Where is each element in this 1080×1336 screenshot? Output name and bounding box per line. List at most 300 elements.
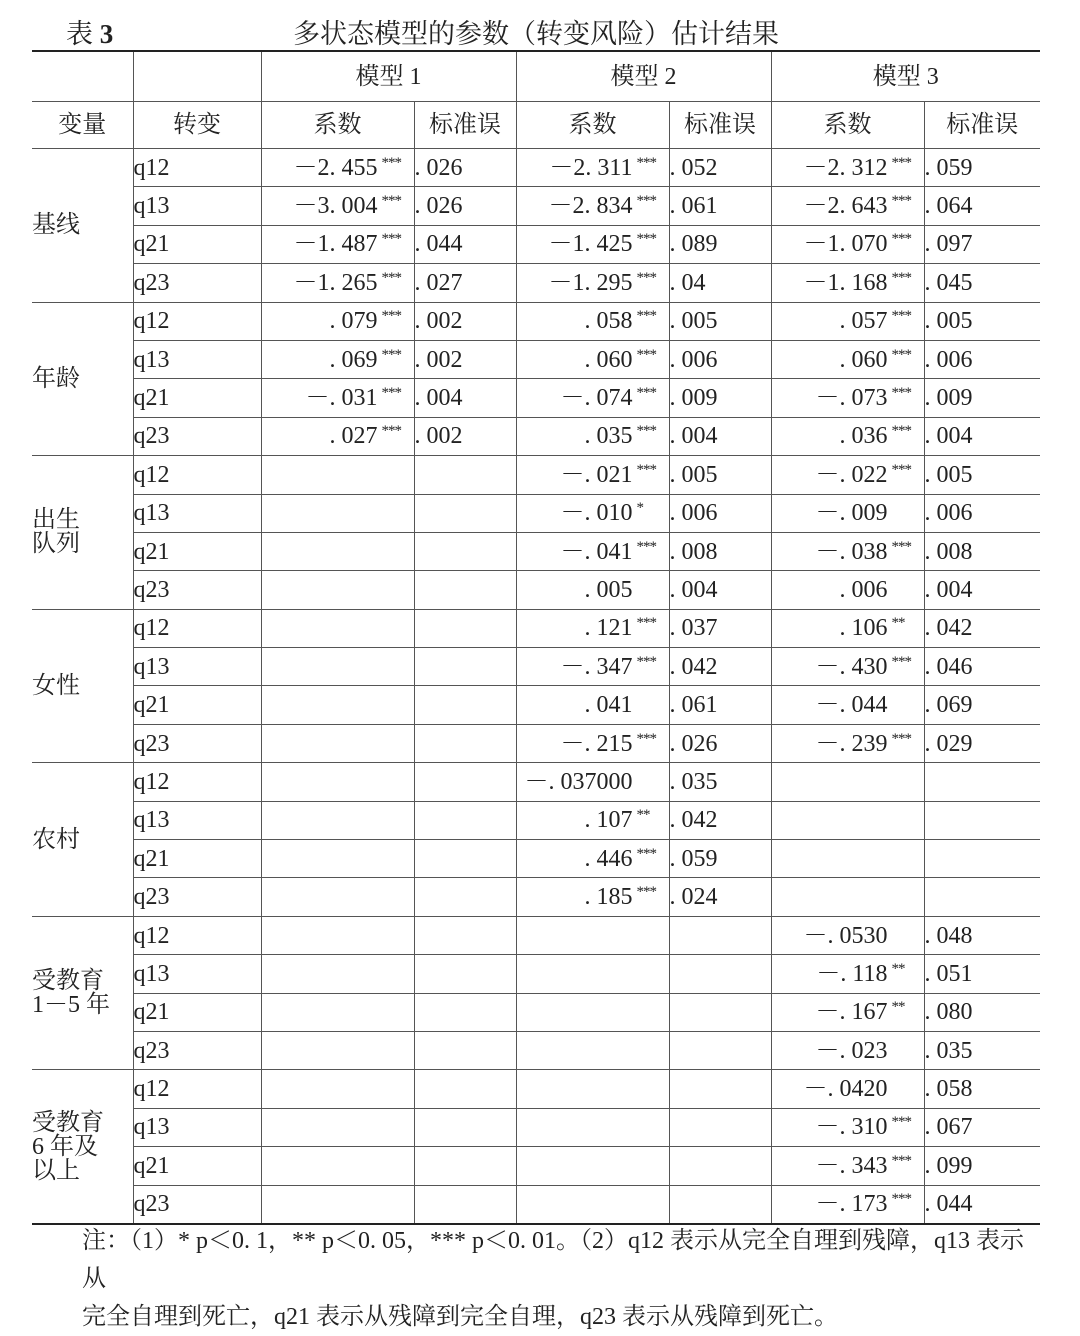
se-cell <box>414 609 516 647</box>
transition-cell: q23 <box>133 724 261 762</box>
variable-name-line: 基线 <box>32 212 80 239</box>
se-cell: . 035 <box>669 763 771 801</box>
se-cell: . 059 <box>924 149 1040 187</box>
coef-value: －. 041 <box>560 538 633 565</box>
se-cell: . 004 <box>924 417 1040 455</box>
significance-stars: *** <box>636 154 656 171</box>
coef-cell <box>516 187 669 225</box>
significance-stars: *** <box>636 385 656 402</box>
significance-stars: *** <box>636 423 656 440</box>
coef-cell <box>771 494 924 532</box>
transition-cell: q21 <box>133 1147 261 1185</box>
se-cell <box>414 916 516 954</box>
coef-cell <box>771 801 924 839</box>
coef-cell <box>261 187 414 225</box>
table-caption <box>32 10 1040 48</box>
coef-value: －2. 311 <box>549 154 633 181</box>
significance-stars: *** <box>636 730 656 747</box>
coef-cell <box>771 340 924 378</box>
se-cell: . 069 <box>924 686 1040 724</box>
transition-cell: q23 <box>133 878 261 916</box>
coef-cell <box>771 264 924 302</box>
se-cell <box>414 1031 516 1069</box>
table-row <box>32 225 1040 263</box>
se-header: 标准误 <box>669 102 771 149</box>
se-cell <box>414 993 516 1031</box>
se-cell <box>669 993 771 1031</box>
variable-name-line: 1－5 年 <box>32 992 110 1019</box>
blank-header-cell <box>133 51 261 102</box>
coef-value: －2. 312 <box>803 154 888 181</box>
significance-stars: *** <box>891 385 911 402</box>
coef-cell <box>771 1070 924 1108</box>
coef-cell <box>771 1031 924 1069</box>
significance-stars: *** <box>636 231 656 248</box>
variable-name-line: 出生 <box>32 507 80 534</box>
significance-stars: ** <box>891 615 905 632</box>
coef-cell <box>261 801 414 839</box>
se-cell: . 097 <box>924 225 1040 263</box>
se-cell <box>414 840 516 878</box>
coef-cell <box>771 763 924 801</box>
coef-cell <box>771 417 924 455</box>
coef-value: －. 038 <box>815 538 888 565</box>
coef-cell <box>516 609 669 647</box>
se-cell: . 008 <box>924 532 1040 570</box>
significance-stars: *** <box>636 845 656 862</box>
significance-stars: *** <box>636 308 656 325</box>
model-2-header: 模型 2 <box>516 51 771 102</box>
variable-name-line: 受教育 <box>32 1109 104 1136</box>
se-cell <box>414 1108 516 1146</box>
coef-value: －. 023 <box>815 1037 888 1064</box>
coef-cell <box>261 1147 414 1185</box>
transition-cell: q12 <box>133 763 261 801</box>
coef-value: －1. 487 <box>293 231 378 258</box>
transition-cell: q21 <box>133 225 261 263</box>
coef-cell <box>771 840 924 878</box>
significance-stars: *** <box>891 461 911 478</box>
significance-stars: *** <box>891 538 911 555</box>
significance-stars: *** <box>636 653 656 670</box>
coef-value: . 005 <box>584 576 633 603</box>
variable-name-line: 农村 <box>32 826 80 853</box>
coef-cell <box>771 302 924 340</box>
se-cell: . 005 <box>669 456 771 494</box>
coef-cell <box>261 302 414 340</box>
table-row <box>32 686 1040 724</box>
coef-cell <box>516 417 669 455</box>
coef-value: －. 021 <box>560 461 633 488</box>
se-cell <box>669 916 771 954</box>
se-cell <box>414 494 516 532</box>
coef-cell <box>516 1031 669 1069</box>
coef-cell <box>771 1185 924 1224</box>
table-row <box>32 379 1040 417</box>
coef-value: . 035 <box>584 423 633 450</box>
coef-cell <box>261 1108 414 1146</box>
coef-value: －2. 834 <box>548 193 633 220</box>
se-cell <box>669 1147 771 1185</box>
table-note: 注：（1）* p＜0. 1，** p＜0. 05，*** p＜0. 01。（2）q12 表示从完全自理到残障，q13 表示从 完全自理到死亡，q21 表示从残障到完全自理，q23 表示从残障到死亡。 <box>82 1228 1024 1330</box>
significance-stars: *** <box>636 193 656 210</box>
transition-header: 转变 <box>133 102 261 149</box>
transition-cell: q21 <box>133 840 261 878</box>
coef-cell <box>516 302 669 340</box>
significance-stars: * <box>636 500 643 517</box>
coef-value: －1. 425 <box>548 231 633 258</box>
coef-cell <box>771 149 924 187</box>
transition-cell: q12 <box>133 149 261 187</box>
se-cell: . 061 <box>669 686 771 724</box>
coef-cell <box>516 456 669 494</box>
coef-cell <box>261 340 414 378</box>
coef-value: . 069 <box>329 346 378 373</box>
coef-cell <box>516 916 669 954</box>
coef-value: －. 009 <box>815 500 888 527</box>
se-cell: . 046 <box>924 648 1040 686</box>
significance-stars: *** <box>891 154 911 171</box>
significance-stars: *** <box>891 653 911 670</box>
coef-cell <box>261 571 414 609</box>
table-row <box>32 456 1040 494</box>
coef-value: －. 073 <box>815 385 888 412</box>
coef-cell <box>261 494 414 532</box>
se-cell: . 027 <box>414 264 516 302</box>
se-cell <box>414 648 516 686</box>
results-table <box>32 50 1040 1225</box>
coef-cell <box>771 609 924 647</box>
significance-stars: *** <box>891 193 911 210</box>
coef-cell <box>261 993 414 1031</box>
coef-value: －. 118 <box>816 960 888 987</box>
se-header: 标准误 <box>924 102 1040 149</box>
coef-value: －1. 070 <box>803 231 888 258</box>
blank-header-cell <box>32 51 133 102</box>
significance-stars: *** <box>891 346 911 363</box>
model-3-header: 模型 3 <box>771 51 1040 102</box>
se-cell: . 004 <box>669 417 771 455</box>
table-row <box>32 340 1040 378</box>
model-1-header: 模型 1 <box>261 51 516 102</box>
table-number: 表 3 <box>66 19 114 49</box>
variable-name-line: 队列 <box>32 531 80 558</box>
se-cell: . 002 <box>414 340 516 378</box>
coef-cell <box>261 1185 414 1224</box>
table-row <box>32 532 1040 570</box>
coef-cell <box>261 379 414 417</box>
coef-value: －2. 455 <box>293 154 378 181</box>
se-cell: . 004 <box>669 571 771 609</box>
coef-value: －. 430 <box>815 653 888 680</box>
se-cell <box>924 878 1040 916</box>
variable-name <box>32 609 133 763</box>
coef-cell <box>516 878 669 916</box>
table-row <box>32 878 1040 916</box>
coef-value: －. 215 <box>560 730 633 757</box>
coef-cell <box>771 955 924 993</box>
transition-cell: q21 <box>133 686 261 724</box>
table-row <box>32 1108 1040 1146</box>
coef-cell <box>516 955 669 993</box>
coef-cell <box>261 609 414 647</box>
significance-stars: *** <box>381 193 401 210</box>
se-cell <box>669 955 771 993</box>
se-cell: . 044 <box>414 225 516 263</box>
coef-value: －. 343 <box>815 1152 888 1179</box>
coef-value: －1. 168 <box>803 269 888 296</box>
significance-stars: *** <box>891 423 911 440</box>
se-cell <box>414 724 516 762</box>
coef-cell <box>261 916 414 954</box>
se-cell: . 04 <box>669 264 771 302</box>
table-row <box>32 302 1040 340</box>
table-row <box>32 187 1040 225</box>
transition-cell: q13 <box>133 340 261 378</box>
se-cell: . 051 <box>924 955 1040 993</box>
se-cell: . 064 <box>924 187 1040 225</box>
significance-stars: *** <box>891 269 911 286</box>
se-cell: . 058 <box>924 1070 1040 1108</box>
coef-value: －. 037000 <box>524 768 633 795</box>
table-row <box>32 724 1040 762</box>
coef-cell <box>516 840 669 878</box>
coef-cell <box>771 648 924 686</box>
coef-cell <box>261 724 414 762</box>
transition-cell: q21 <box>133 532 261 570</box>
coef-value: . 121 <box>584 615 633 642</box>
coef-cell <box>771 993 924 1031</box>
coef-value: . 106 <box>839 615 888 642</box>
transition-cell: q13 <box>133 648 261 686</box>
coef-cell <box>771 532 924 570</box>
significance-stars: *** <box>381 423 401 440</box>
table-row <box>32 571 1040 609</box>
se-header: 标准误 <box>414 102 516 149</box>
coef-cell <box>771 686 924 724</box>
transition-cell: q12 <box>133 302 261 340</box>
transition-cell: q13 <box>133 801 261 839</box>
significance-stars: ** <box>891 960 905 977</box>
se-cell: . 006 <box>924 494 1040 532</box>
coef-value: －3. 004 <box>293 193 378 220</box>
coef-cell <box>516 686 669 724</box>
se-cell: . 004 <box>924 571 1040 609</box>
variable-name <box>32 302 133 456</box>
coef-cell <box>516 763 669 801</box>
significance-stars: *** <box>891 1191 911 1208</box>
significance-stars: *** <box>636 461 656 478</box>
se-cell: . 099 <box>924 1147 1040 1185</box>
coef-cell <box>261 225 414 263</box>
variable-name <box>32 763 133 917</box>
transition-cell: q13 <box>133 1108 261 1146</box>
table-row <box>32 763 1040 801</box>
table-row <box>32 801 1040 839</box>
coef-value: . 060 <box>839 346 888 373</box>
transition-cell: q13 <box>133 187 261 225</box>
coef-value: －. 031 <box>305 385 378 412</box>
transition-cell: q13 <box>133 955 261 993</box>
transition-cell: q23 <box>133 1185 261 1224</box>
coef-cell <box>771 379 924 417</box>
coef-cell <box>771 916 924 954</box>
transition-cell: q23 <box>133 571 261 609</box>
coef-cell <box>516 1070 669 1108</box>
se-cell <box>414 763 516 801</box>
coef-cell <box>516 379 669 417</box>
significance-stars: ** <box>636 807 650 824</box>
se-cell <box>414 686 516 724</box>
coef-cell <box>261 1070 414 1108</box>
coef-value: . 446 <box>584 845 633 872</box>
coef-cell <box>261 149 414 187</box>
se-cell: . 026 <box>414 187 516 225</box>
se-cell <box>669 1031 771 1069</box>
coef-value: . 036 <box>839 423 888 450</box>
coef-cell <box>516 1108 669 1146</box>
table-row <box>32 648 1040 686</box>
table-row <box>32 1147 1040 1185</box>
coef-value: －. 310 <box>815 1114 888 1141</box>
coef-cell <box>516 225 669 263</box>
coef-value: . 058 <box>584 308 633 335</box>
se-cell: . 005 <box>924 302 1040 340</box>
se-cell <box>414 878 516 916</box>
coef-value: －1. 265 <box>293 269 378 296</box>
table-row <box>32 149 1040 187</box>
coef-value: . 006 <box>839 576 888 603</box>
se-cell: . 042 <box>669 801 771 839</box>
se-cell <box>924 763 1040 801</box>
variable-name-line: 年龄 <box>32 365 80 392</box>
coef-value: －1. 295 <box>548 269 633 296</box>
coef-cell <box>771 571 924 609</box>
coef-cell <box>516 724 669 762</box>
coef-cell <box>516 264 669 302</box>
coef-value: －. 0420 <box>803 1076 888 1103</box>
coef-cell <box>261 840 414 878</box>
coef-cell <box>261 648 414 686</box>
transition-cell: q12 <box>133 1070 261 1108</box>
table-row <box>32 993 1040 1031</box>
se-cell: . 067 <box>924 1108 1040 1146</box>
coef-cell <box>516 648 669 686</box>
se-cell: . 061 <box>669 187 771 225</box>
se-cell <box>414 1147 516 1185</box>
se-cell: . 009 <box>924 379 1040 417</box>
transition-cell: q23 <box>133 417 261 455</box>
se-cell: . 059 <box>669 840 771 878</box>
se-cell <box>414 1070 516 1108</box>
significance-stars: *** <box>381 154 401 171</box>
se-cell: . 006 <box>669 340 771 378</box>
coef-value: . 079 <box>329 308 378 335</box>
coef-cell <box>771 1147 924 1185</box>
se-cell: . 009 <box>669 379 771 417</box>
se-cell: . 005 <box>669 302 771 340</box>
variable-name-line: 受教育 <box>32 968 104 995</box>
coef-cell <box>261 686 414 724</box>
se-cell: . 026 <box>669 724 771 762</box>
table-row <box>32 955 1040 993</box>
significance-stars: *** <box>891 1114 911 1131</box>
se-cell: . 008 <box>669 532 771 570</box>
coef-cell <box>261 532 414 570</box>
se-cell <box>414 955 516 993</box>
coef-cell <box>771 187 924 225</box>
coef-cell <box>261 763 414 801</box>
se-cell <box>414 1185 516 1224</box>
coef-value: . 027 <box>329 423 378 450</box>
table-row <box>32 494 1040 532</box>
coef-cell <box>261 1031 414 1069</box>
table-row <box>32 264 1040 302</box>
significance-stars: *** <box>891 730 911 747</box>
significance-stars: *** <box>381 231 401 248</box>
significance-stars: *** <box>381 385 401 402</box>
coef-cell <box>771 225 924 263</box>
coef-cell <box>516 993 669 1031</box>
coef-cell <box>261 456 414 494</box>
coef-header: 系数 <box>261 102 414 149</box>
se-cell: . 037 <box>669 609 771 647</box>
coef-value: －. 010 <box>560 500 633 527</box>
se-cell <box>414 456 516 494</box>
se-cell: . 042 <box>924 609 1040 647</box>
se-cell <box>414 532 516 570</box>
variable-name <box>32 916 133 1070</box>
significance-stars: *** <box>636 884 656 901</box>
variable-name <box>32 1070 133 1224</box>
se-cell: . 005 <box>924 456 1040 494</box>
se-cell: . 024 <box>669 878 771 916</box>
se-cell <box>924 840 1040 878</box>
coef-cell <box>771 1108 924 1146</box>
se-cell: . 026 <box>414 149 516 187</box>
coef-cell <box>516 340 669 378</box>
coef-cell <box>771 724 924 762</box>
coef-cell <box>261 955 414 993</box>
coef-cell <box>771 456 924 494</box>
coef-header: 系数 <box>516 102 669 149</box>
transition-cell: q12 <box>133 456 261 494</box>
significance-stars: *** <box>636 346 656 363</box>
coef-value: . 057 <box>839 308 888 335</box>
significance-stars: *** <box>381 308 401 325</box>
se-cell <box>669 1185 771 1224</box>
transition-cell: q12 <box>133 916 261 954</box>
se-cell: . 006 <box>924 340 1040 378</box>
coef-value: . 060 <box>584 346 633 373</box>
table-title: 多状态模型的参数（转变风险）估计结果 <box>293 19 779 49</box>
se-cell <box>669 1070 771 1108</box>
se-cell <box>414 571 516 609</box>
significance-stars: *** <box>636 538 656 555</box>
se-cell: . 002 <box>414 302 516 340</box>
variable-name <box>32 149 133 303</box>
table-row <box>32 1070 1040 1108</box>
significance-stars: ** <box>891 999 905 1016</box>
coef-value: －. 022 <box>815 461 888 488</box>
significance-stars: *** <box>636 269 656 286</box>
transition-cell: q21 <box>133 993 261 1031</box>
coef-value: －. 167 <box>815 999 888 1026</box>
coef-value: . 041 <box>584 692 633 719</box>
coef-cell <box>516 571 669 609</box>
table-body <box>32 149 1040 1224</box>
se-cell: . 052 <box>669 149 771 187</box>
